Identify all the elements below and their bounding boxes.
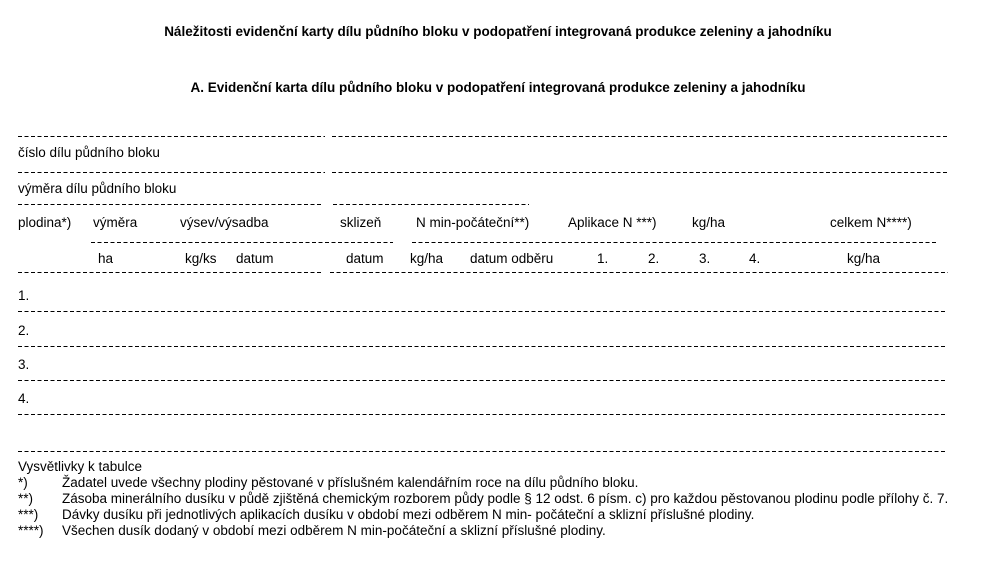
subheader-datum-odberu: datum odběru bbox=[470, 251, 554, 266]
subheader-datum-vysev: datum bbox=[236, 251, 274, 266]
dashed-line bbox=[333, 204, 529, 205]
col-header-nmin: N min-počáteční**) bbox=[416, 215, 530, 230]
col-header-plodina: plodina*) bbox=[18, 215, 72, 230]
subheader-aplikace-2: 2. bbox=[648, 251, 660, 266]
dashed-line bbox=[18, 311, 947, 312]
footnote-marker: *) bbox=[18, 475, 28, 490]
subheader-kgha-celkem: kg/ha bbox=[847, 251, 881, 266]
footnote-marker: ***) bbox=[18, 507, 39, 522]
col-header-celkem: celkem N****) bbox=[830, 215, 912, 230]
footnote-text: Žadatel uvede všechny plodiny pěstované v příslušném kalendářním roce na dílu půdního bloku. bbox=[62, 475, 639, 490]
col-header-vymera: výměra bbox=[93, 215, 138, 230]
footnote-item bbox=[18, 523, 992, 539]
dashed-line bbox=[332, 172, 948, 173]
col-header-vysev: výsev/výsadba bbox=[180, 215, 269, 230]
dashed-line bbox=[332, 136, 948, 137]
footnote-item bbox=[18, 475, 992, 491]
dashed-line bbox=[412, 242, 938, 243]
table-row-number: 3. bbox=[18, 357, 30, 372]
footnote-marker: **) bbox=[18, 491, 34, 506]
footnote-text: Všechen dusík dodaný v období mezi odběrem N min-počáteční a sklizní příslušné plodiny. bbox=[62, 523, 606, 538]
dashed-line bbox=[18, 172, 325, 173]
field-label-cislo-dilu: číslo dílu půdního bloku bbox=[18, 145, 160, 160]
table-row-number: 4. bbox=[18, 391, 30, 406]
dashed-line bbox=[18, 136, 325, 137]
footnote-item bbox=[18, 491, 992, 507]
footnotes-section bbox=[18, 459, 992, 539]
dashed-line bbox=[18, 414, 947, 415]
dashed-line bbox=[91, 242, 393, 243]
subheader-ha: ha bbox=[98, 251, 114, 266]
dashed-line bbox=[18, 346, 947, 347]
subheader-datum-sklizen: datum bbox=[346, 251, 384, 266]
subheader-aplikace-1: 1. bbox=[597, 251, 609, 266]
table-row-number: 1. bbox=[18, 288, 30, 303]
subheader-aplikace-3: 3. bbox=[699, 251, 711, 266]
subheader-kgks: kg/ks bbox=[185, 251, 217, 266]
dashed-line bbox=[18, 380, 947, 381]
footnotes-heading: Vysvětlivky k tabulce bbox=[18, 459, 143, 474]
dashed-line bbox=[18, 204, 321, 205]
footnote-text: Dávky dusíku při jednotlivých aplikacích dusíku v období mezi odběrem N min- počáteční a sklizní příslušné plodiny. bbox=[62, 507, 755, 522]
col-header-sklizen: sklizeň bbox=[340, 215, 382, 230]
footnote-marker: ****) bbox=[18, 523, 44, 538]
section-heading: A. Evidenční karta dílu půdního bloku v podopatření integrovaná produkce zeleniny a jahodníku bbox=[190, 80, 806, 95]
col-header-kgha: kg/ha bbox=[692, 215, 726, 230]
col-header-aplikace: Aplikace N ***) bbox=[568, 215, 657, 230]
footnote-text: Zásoba minerálního dusíku v půdě zjištěná chemickým rozborem půdy podle § 12 odst. 6 písm. c) pro každou pěstovanou plodinu podle přílohy č. 7. bbox=[62, 491, 949, 506]
footnote-item bbox=[18, 507, 992, 523]
table-row-number: 2. bbox=[18, 323, 30, 338]
dashed-line bbox=[18, 451, 947, 452]
subheader-kgha-nmin: kg/ha bbox=[410, 251, 444, 266]
dashed-line bbox=[18, 272, 323, 273]
subheader-aplikace-4: 4. bbox=[749, 251, 761, 266]
dashed-line bbox=[330, 272, 948, 273]
document-title: Náležitosti evidenční karty dílu půdního bloku v podopatření integrovaná produkce zeleniny a jahodníku bbox=[164, 24, 832, 39]
field-label-vymera-dilu: výměra dílu půdního bloku bbox=[18, 181, 177, 196]
